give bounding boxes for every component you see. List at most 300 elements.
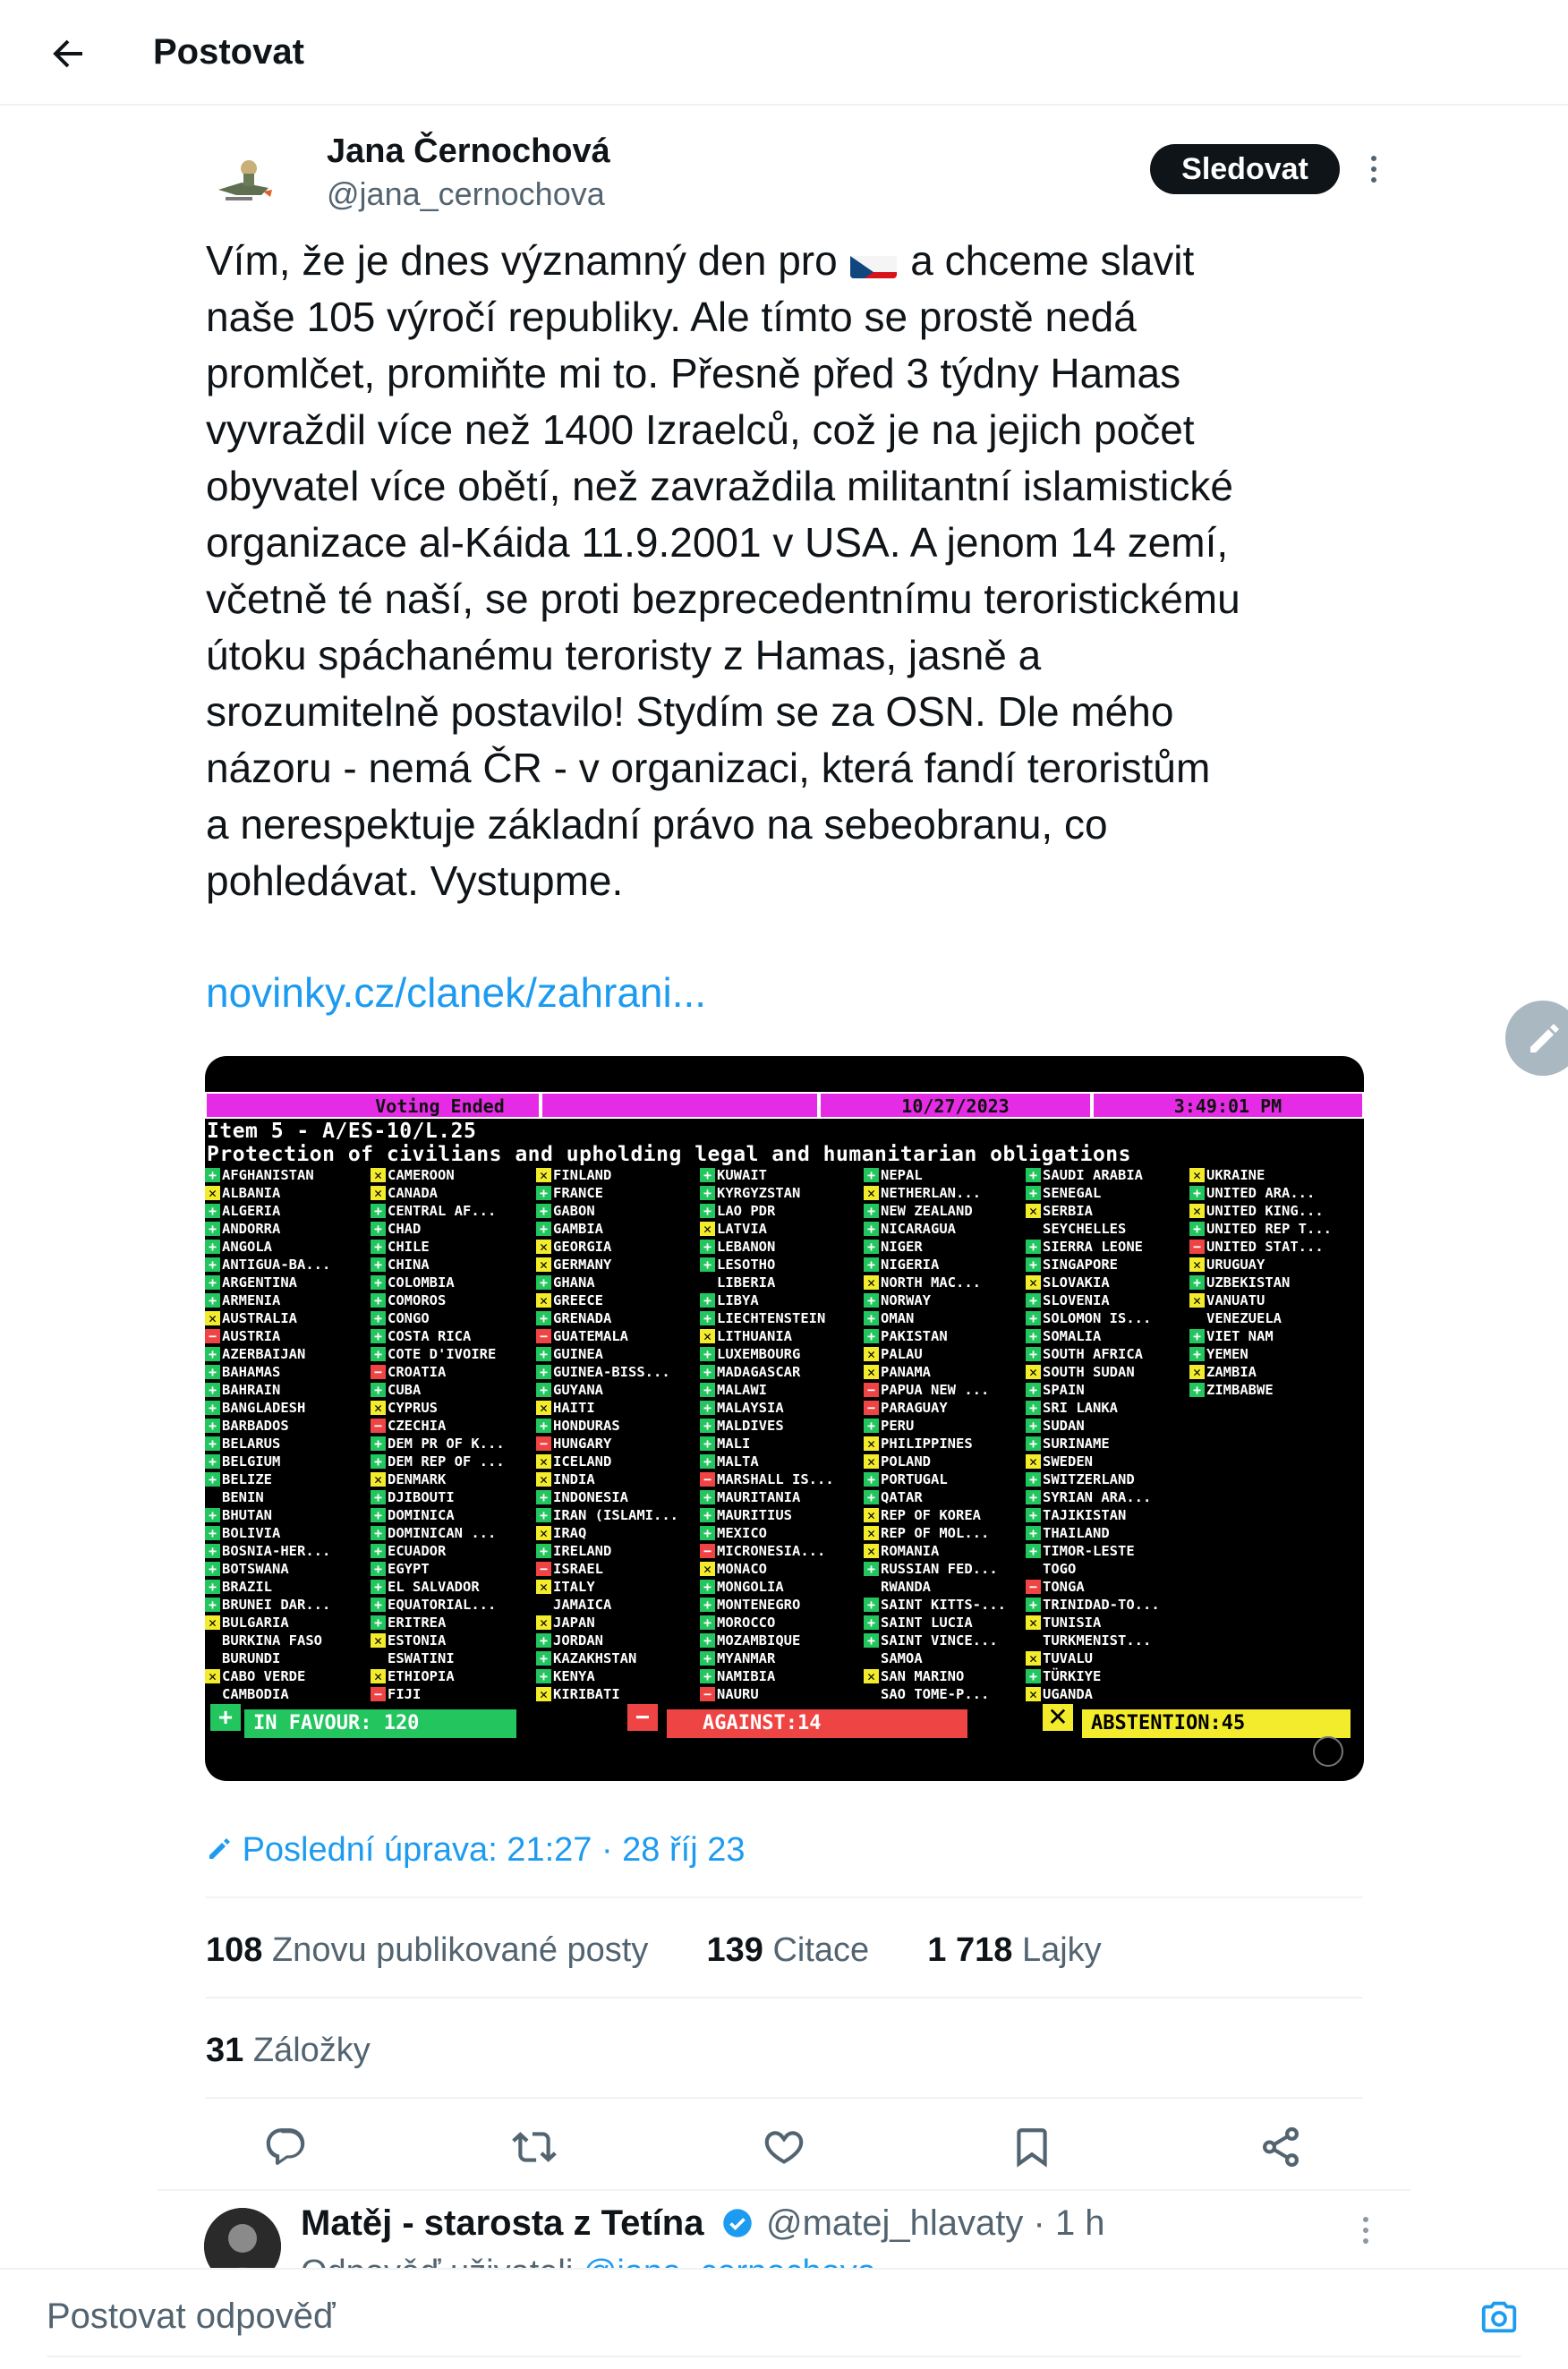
vote-no-icon: − bbox=[536, 1562, 551, 1576]
vote-date: 10/27/2023 bbox=[819, 1092, 1092, 1119]
vote-row bbox=[1026, 1291, 1191, 1309]
vote-country: MICRONESIA... bbox=[717, 1543, 826, 1559]
vote-country: KYRGYZSTAN bbox=[717, 1185, 801, 1201]
vote-row bbox=[205, 1166, 371, 1184]
vote-country: UZBEKISTAN bbox=[1206, 1274, 1291, 1291]
vote-row bbox=[371, 1596, 536, 1614]
vote-no-icon: − bbox=[864, 1401, 879, 1415]
vote-row bbox=[700, 1614, 865, 1632]
vote-country: MAURITIUS bbox=[717, 1507, 792, 1523]
vote-yes-icon: + bbox=[205, 1365, 220, 1379]
vote-country: ITALY bbox=[553, 1579, 595, 1595]
vote-country: HUNGARY bbox=[553, 1436, 612, 1452]
vote-yes-icon: + bbox=[536, 1204, 551, 1218]
vote-row bbox=[536, 1488, 702, 1506]
vote-row bbox=[205, 1685, 371, 1703]
vote-row bbox=[1026, 1524, 1191, 1542]
vote-row bbox=[371, 1166, 536, 1184]
vote-row bbox=[371, 1381, 536, 1399]
vote-country: ETHIOPIA bbox=[388, 1668, 455, 1684]
vote-row bbox=[371, 1632, 536, 1649]
vote-abstain-icon: ✕ bbox=[536, 1472, 551, 1487]
vote-row bbox=[536, 1417, 702, 1435]
vote-country: DOMINICA bbox=[388, 1507, 455, 1523]
vote-yes-icon: + bbox=[700, 1508, 715, 1522]
vote-no-icon: − bbox=[205, 1329, 220, 1343]
vote-country: ALBANIA bbox=[222, 1185, 281, 1201]
in-favour-total-label: IN FAVOUR: 120 bbox=[244, 1709, 516, 1738]
reposts-stat[interactable] bbox=[206, 1931, 648, 1969]
vote-row bbox=[536, 1399, 702, 1417]
vote-country: COSTA RICA bbox=[388, 1328, 472, 1344]
vote-row bbox=[700, 1685, 865, 1703]
vote-country: MALI bbox=[717, 1436, 751, 1452]
vote-yes-icon: + bbox=[536, 1186, 551, 1200]
vote-country: RUSSIAN FED... bbox=[881, 1561, 998, 1577]
vote-country: GEORGIA bbox=[553, 1239, 612, 1255]
vote-yes-icon: + bbox=[1026, 1544, 1041, 1558]
vote-row bbox=[864, 1685, 1029, 1703]
vote-row bbox=[205, 1202, 371, 1220]
vote-row bbox=[864, 1363, 1029, 1381]
vote-abstain-icon: ✕ bbox=[864, 1186, 879, 1200]
vote-row bbox=[1189, 1202, 1355, 1220]
vote-country: NETHERLAN... bbox=[881, 1185, 981, 1201]
reply-icon[interactable] bbox=[263, 2125, 308, 2169]
vote-board-header bbox=[205, 1092, 1364, 1119]
vote-row bbox=[205, 1291, 371, 1309]
vote-country: EGYPT bbox=[388, 1561, 430, 1577]
vote-country: UNITED KING... bbox=[1206, 1203, 1324, 1219]
vote-country: URUGUAY bbox=[1206, 1257, 1265, 1273]
vote-row bbox=[1026, 1506, 1191, 1524]
vote-country: GUINEA-BISS... bbox=[553, 1364, 670, 1380]
vote-yes-icon: + bbox=[1026, 1311, 1041, 1325]
vote-country: HONDURAS bbox=[553, 1418, 620, 1434]
vote-none-icon bbox=[864, 1651, 879, 1666]
vote-abstain-icon: ✕ bbox=[864, 1508, 879, 1522]
vote-yes-icon: + bbox=[371, 1383, 386, 1397]
vote-row bbox=[371, 1649, 536, 1667]
vote-abstain-icon: ✕ bbox=[1026, 1454, 1041, 1469]
vote-row bbox=[205, 1596, 371, 1614]
vote-country: BELIZE bbox=[222, 1471, 272, 1487]
follow-button[interactable]: Sledovat bbox=[1150, 144, 1340, 194]
vote-row bbox=[536, 1166, 702, 1184]
camera-icon[interactable] bbox=[1479, 2297, 1520, 2338]
vote-subject: Protection of civilians and upholding legal and humanitarian obligations bbox=[207, 1143, 1131, 1166]
vote-row bbox=[1189, 1381, 1355, 1399]
vote-row bbox=[1026, 1560, 1191, 1578]
vote-row bbox=[536, 1506, 702, 1524]
vote-country: NICARAGUA bbox=[881, 1221, 956, 1237]
vote-none-icon bbox=[1026, 1633, 1041, 1648]
vote-abstain-icon: ✕ bbox=[536, 1293, 551, 1308]
article-link[interactable]: novinky.cz/clanek/zahrani... bbox=[206, 969, 707, 1016]
vote-row bbox=[700, 1166, 865, 1184]
vote-country: BHUTAN bbox=[222, 1507, 272, 1523]
vote-yes-icon: + bbox=[700, 1615, 715, 1630]
vote-row bbox=[371, 1327, 536, 1345]
vote-country: BURKINA FASO bbox=[222, 1632, 322, 1649]
avatar[interactable] bbox=[206, 143, 279, 217]
vote-row bbox=[1189, 1238, 1355, 1256]
vote-yes-icon: + bbox=[864, 1562, 879, 1576]
vote-country: KENYA bbox=[553, 1668, 595, 1684]
vote-yes-icon: + bbox=[1026, 1401, 1041, 1415]
vote-row bbox=[1026, 1614, 1191, 1632]
vote-country: AZERBAIJAN bbox=[222, 1346, 306, 1362]
edited-info[interactable] bbox=[206, 1831, 745, 1870]
vote-yes-icon: + bbox=[371, 1454, 386, 1469]
vote-abstain-icon: ✕ bbox=[1026, 1204, 1041, 1218]
vote-row bbox=[864, 1345, 1029, 1363]
vote-country: TOGO bbox=[1043, 1561, 1077, 1577]
vote-row bbox=[205, 1238, 371, 1256]
un-vote-board-image[interactable] bbox=[205, 1056, 1364, 1781]
bookmarks-stat[interactable] bbox=[206, 2032, 371, 2070]
vote-abstain-icon: ✕ bbox=[371, 1168, 386, 1182]
vote-yes-icon: + bbox=[864, 1168, 879, 1182]
vote-country: MOZAMBIQUE bbox=[717, 1632, 801, 1649]
vote-yes-icon: + bbox=[536, 1311, 551, 1325]
vote-row bbox=[205, 1417, 371, 1435]
vote-abstain-icon: ✕ bbox=[864, 1526, 879, 1540]
vote-row bbox=[536, 1578, 702, 1596]
vote-country: VIET NAM bbox=[1206, 1328, 1274, 1344]
vote-country: UNITED STAT... bbox=[1206, 1239, 1324, 1255]
vote-abstain-icon: ✕ bbox=[1189, 1168, 1205, 1182]
vote-abstain-icon: ✕ bbox=[536, 1615, 551, 1630]
vote-yes-icon: + bbox=[371, 1598, 386, 1612]
vote-row bbox=[371, 1470, 536, 1488]
repost-icon[interactable] bbox=[512, 2125, 557, 2169]
vote-yes-icon: + bbox=[1026, 1669, 1041, 1683]
vote-yes-icon: + bbox=[700, 1651, 715, 1666]
vote-yes-icon: + bbox=[536, 1419, 551, 1433]
vote-yes-icon: + bbox=[1189, 1329, 1205, 1343]
vote-country: IRAQ bbox=[553, 1525, 587, 1541]
vote-no-icon: − bbox=[700, 1687, 715, 1701]
vote-country: NIGER bbox=[881, 1239, 923, 1255]
abstention-icon: ✕ bbox=[1043, 1704, 1073, 1731]
vote-row bbox=[536, 1291, 702, 1309]
vote-yes-icon: + bbox=[700, 1347, 715, 1361]
vote-no-icon: − bbox=[1026, 1580, 1041, 1594]
vote-row bbox=[864, 1524, 1029, 1542]
vote-country: BENIN bbox=[222, 1489, 264, 1505]
edit-pencil-icon bbox=[206, 1833, 233, 1860]
reply-bar bbox=[0, 2268, 1568, 2369]
vote-column bbox=[371, 1166, 536, 1703]
vote-row bbox=[536, 1667, 702, 1685]
vote-row bbox=[1026, 1578, 1191, 1596]
vote-country: REP OF MOL... bbox=[881, 1525, 990, 1541]
vote-country: SOUTH SUDAN bbox=[1043, 1364, 1135, 1380]
vote-yes-icon: + bbox=[371, 1240, 386, 1254]
vote-country: BAHAMAS bbox=[222, 1364, 281, 1380]
vote-country: OMAN bbox=[881, 1310, 915, 1326]
vote-country: COTE D'IVOIRE bbox=[388, 1346, 497, 1362]
vote-column bbox=[864, 1166, 1029, 1703]
vote-yes-icon: + bbox=[700, 1419, 715, 1433]
compose-fab-button[interactable] bbox=[1505, 1001, 1568, 1076]
vote-country: NAMIBIA bbox=[717, 1668, 776, 1684]
vote-abstain-icon: ✕ bbox=[205, 1669, 220, 1683]
vote-country: SURINAME bbox=[1043, 1436, 1110, 1452]
vote-yes-icon: + bbox=[205, 1508, 220, 1522]
vote-abstain-icon: ✕ bbox=[205, 1615, 220, 1630]
vote-country: TUNISIA bbox=[1043, 1615, 1102, 1631]
vote-country: LEBANON bbox=[717, 1239, 776, 1255]
more-options-icon[interactable] bbox=[1356, 147, 1392, 192]
vote-country: ANTIGUA-BA... bbox=[222, 1257, 331, 1273]
vote-row bbox=[1026, 1417, 1191, 1435]
reply-author-handle[interactable]: @matej_hlavaty · 1 h bbox=[766, 2203, 1105, 2243]
vote-row bbox=[864, 1649, 1029, 1667]
vote-row bbox=[1026, 1274, 1191, 1291]
vote-none-icon bbox=[700, 1275, 715, 1290]
vote-row bbox=[536, 1560, 702, 1578]
vote-row bbox=[1026, 1596, 1191, 1614]
vote-abstain-icon: ✕ bbox=[1026, 1687, 1041, 1701]
vote-country: DJIBOUTI bbox=[388, 1489, 455, 1505]
vote-row bbox=[371, 1184, 536, 1202]
vote-no-icon: − bbox=[700, 1544, 715, 1558]
vote-row bbox=[536, 1238, 702, 1256]
vote-yes-icon: + bbox=[371, 1436, 386, 1451]
vote-country: VANUATU bbox=[1206, 1292, 1265, 1308]
vote-row bbox=[1026, 1399, 1191, 1417]
vote-country: TÜRKIYE bbox=[1043, 1668, 1102, 1684]
vote-row bbox=[864, 1542, 1029, 1560]
vote-country: CHINA bbox=[388, 1257, 430, 1273]
vote-country: GERMANY bbox=[553, 1257, 612, 1273]
vote-yes-icon: + bbox=[700, 1240, 715, 1254]
vote-country: MALTA bbox=[717, 1453, 759, 1470]
vote-row bbox=[864, 1309, 1029, 1327]
vote-row bbox=[536, 1256, 702, 1274]
vote-country: CUBA bbox=[388, 1382, 422, 1398]
vote-country: CROATIA bbox=[388, 1364, 447, 1380]
author-name[interactable]: Jana Černochová bbox=[327, 132, 610, 170]
vote-country: CYPRUS bbox=[388, 1400, 438, 1416]
likes-stat[interactable] bbox=[927, 1931, 1101, 1969]
vote-no-icon: − bbox=[700, 1472, 715, 1487]
vote-no-icon: − bbox=[536, 1436, 551, 1451]
vote-row bbox=[1026, 1166, 1191, 1184]
reposts-label: Znovu publikované posty bbox=[271, 1931, 649, 1969]
vote-country: GHANA bbox=[553, 1274, 595, 1291]
vote-country: SERBIA bbox=[1043, 1203, 1093, 1219]
vote-country: LIBYA bbox=[717, 1292, 759, 1308]
likes-label: Lajky bbox=[1021, 1931, 1102, 1969]
vote-country: DENMARK bbox=[388, 1471, 447, 1487]
vote-country: SUDAN bbox=[1043, 1418, 1085, 1434]
vote-abstain-icon: ✕ bbox=[864, 1544, 879, 1558]
vote-country: UNITED REP T... bbox=[1206, 1221, 1332, 1237]
vote-country: MONTENEGRO bbox=[717, 1597, 801, 1613]
vote-country: ANGOLA bbox=[222, 1239, 272, 1255]
vote-row bbox=[371, 1524, 536, 1542]
vote-yes-icon: + bbox=[700, 1401, 715, 1415]
vote-yes-icon: + bbox=[864, 1329, 879, 1343]
author-handle[interactable]: @jana_cernochova bbox=[327, 175, 605, 212]
vote-country: LUXEMBOURG bbox=[717, 1346, 801, 1362]
author-row bbox=[206, 125, 1362, 224]
vote-row bbox=[1026, 1632, 1191, 1649]
vote-row bbox=[205, 1435, 371, 1453]
vote-country: NEW ZEALAND bbox=[881, 1203, 973, 1219]
vote-country: SWEDEN bbox=[1043, 1453, 1093, 1470]
vote-row bbox=[700, 1453, 865, 1470]
vote-row bbox=[205, 1560, 371, 1578]
vote-abstain-icon: ✕ bbox=[1189, 1365, 1205, 1379]
vote-country: ECUADOR bbox=[388, 1543, 447, 1559]
vote-row bbox=[700, 1256, 865, 1274]
vote-row bbox=[205, 1614, 371, 1632]
vote-country: SOLOMON IS... bbox=[1043, 1310, 1152, 1326]
vote-yes-icon: + bbox=[536, 1633, 551, 1648]
vote-yes-icon: + bbox=[205, 1454, 220, 1469]
vote-country: MALAYSIA bbox=[717, 1400, 784, 1416]
vote-country: EQUATORIAL... bbox=[388, 1597, 497, 1613]
vote-row bbox=[700, 1399, 865, 1417]
vote-row bbox=[205, 1399, 371, 1417]
vote-yes-icon: + bbox=[700, 1454, 715, 1469]
vote-country: AUSTRALIA bbox=[222, 1310, 297, 1326]
vote-row bbox=[700, 1649, 865, 1667]
vote-yes-icon: + bbox=[864, 1490, 879, 1504]
vote-row bbox=[371, 1220, 536, 1238]
vote-no-icon: − bbox=[864, 1383, 879, 1397]
vote-country: JAMAICA bbox=[553, 1597, 612, 1613]
vote-row bbox=[371, 1202, 536, 1220]
vote-country: LESOTHO bbox=[717, 1257, 776, 1273]
vote-item: Item 5 - A/ES-10/L.25 bbox=[207, 1120, 477, 1143]
vote-country: UGANDA bbox=[1043, 1686, 1093, 1702]
vote-row bbox=[536, 1524, 702, 1542]
vote-row bbox=[864, 1596, 1029, 1614]
vote-yes-icon: + bbox=[1026, 1168, 1041, 1182]
vote-row bbox=[536, 1381, 702, 1399]
vote-yes-icon: + bbox=[371, 1544, 386, 1558]
vote-row bbox=[1189, 1220, 1355, 1238]
vote-country: LITHUANIA bbox=[717, 1328, 792, 1344]
vote-row bbox=[700, 1327, 865, 1345]
vote-country: UKRAINE bbox=[1206, 1167, 1265, 1183]
like-icon[interactable] bbox=[762, 2125, 806, 2169]
vote-yes-icon: + bbox=[700, 1669, 715, 1683]
reply-author-name[interactable]: Matěj - starosta z Tetína bbox=[301, 2203, 704, 2243]
reply-more-icon[interactable] bbox=[1348, 2212, 1384, 2248]
vote-country: IRELAND bbox=[553, 1543, 612, 1559]
vote-row bbox=[864, 1488, 1029, 1506]
vote-no-icon: − bbox=[371, 1365, 386, 1379]
vote-country: BOSNIA-HER... bbox=[222, 1543, 331, 1559]
vote-status bbox=[205, 1092, 541, 1119]
vote-row bbox=[864, 1560, 1029, 1578]
vote-yes-icon: + bbox=[205, 1204, 220, 1218]
vote-row bbox=[536, 1649, 702, 1667]
vote-yes-icon: + bbox=[1026, 1347, 1041, 1361]
vote-row bbox=[536, 1274, 702, 1291]
vote-row bbox=[700, 1560, 865, 1578]
vote-country: NORWAY bbox=[881, 1292, 931, 1308]
vote-yes-icon: + bbox=[700, 1311, 715, 1325]
vote-yes-icon: + bbox=[536, 1275, 551, 1290]
vote-country: ESWATINI bbox=[388, 1650, 455, 1666]
vote-country: CABO VERDE bbox=[222, 1668, 306, 1684]
vote-yes-icon: + bbox=[371, 1204, 386, 1218]
vote-country: SPAIN bbox=[1043, 1382, 1085, 1398]
vote-country: SOUTH AFRICA bbox=[1043, 1346, 1143, 1362]
vote-row bbox=[205, 1256, 371, 1274]
bookmark-icon[interactable] bbox=[1010, 2125, 1054, 2169]
vote-status-label: Voting Ended bbox=[375, 1095, 505, 1117]
vote-row bbox=[536, 1202, 702, 1220]
vote-country: NAURU bbox=[717, 1686, 759, 1702]
vote-country: TONGA bbox=[1043, 1579, 1085, 1595]
reply-input[interactable]: Postovat odpověď bbox=[47, 2297, 336, 2336]
against-icon: − bbox=[627, 1704, 658, 1731]
quotes-stat[interactable] bbox=[706, 1931, 869, 1969]
vote-yes-icon: + bbox=[700, 1598, 715, 1612]
vote-yes-icon: + bbox=[1189, 1186, 1205, 1200]
vote-yes-icon: + bbox=[205, 1526, 220, 1540]
vote-row bbox=[864, 1238, 1029, 1256]
vote-row bbox=[371, 1488, 536, 1506]
vote-row bbox=[371, 1685, 536, 1703]
vote-country: AFGHANISTAN bbox=[222, 1167, 314, 1183]
back-arrow-icon[interactable] bbox=[47, 32, 89, 75]
vote-row bbox=[371, 1560, 536, 1578]
share-icon[interactable] bbox=[1258, 2125, 1303, 2169]
vote-row bbox=[700, 1363, 865, 1381]
vote-row bbox=[205, 1488, 371, 1506]
vote-yes-icon: + bbox=[205, 1168, 220, 1182]
vote-row bbox=[536, 1184, 702, 1202]
vote-country: KIRIBATI bbox=[553, 1686, 620, 1702]
vote-yes-icon: + bbox=[1189, 1383, 1205, 1397]
vote-yes-icon: + bbox=[371, 1293, 386, 1308]
vote-yes-icon: + bbox=[864, 1419, 879, 1433]
divider bbox=[158, 2189, 1410, 2191]
vote-row bbox=[1189, 1363, 1355, 1381]
vote-country: IRAN (ISLAMI... bbox=[553, 1507, 678, 1523]
vote-abstain-icon: ✕ bbox=[536, 1168, 551, 1182]
vote-country: SLOVENIA bbox=[1043, 1292, 1110, 1308]
vote-column bbox=[700, 1166, 865, 1703]
vote-none-icon bbox=[371, 1651, 386, 1666]
vote-no-icon: − bbox=[1189, 1240, 1205, 1254]
vote-country: DEM PR OF K... bbox=[388, 1436, 505, 1452]
vote-time: 3:49:01 PM bbox=[1092, 1092, 1364, 1119]
vote-row bbox=[371, 1417, 536, 1435]
vote-row bbox=[205, 1578, 371, 1596]
vote-yes-icon: + bbox=[864, 1293, 879, 1308]
vote-country: SAINT KITTS-... bbox=[881, 1597, 1006, 1613]
vote-country: SAO TOME-P... bbox=[881, 1686, 990, 1702]
tweet-text bbox=[206, 233, 1369, 909]
against-total: AGAINST:14 bbox=[667, 1709, 967, 1738]
vote-abstain-icon: ✕ bbox=[700, 1329, 715, 1343]
vote-country: PAKISTAN bbox=[881, 1328, 948, 1344]
vote-country: RWANDA bbox=[881, 1579, 931, 1595]
vote-yes-icon: + bbox=[205, 1544, 220, 1558]
vote-country: ZIMBABWE bbox=[1206, 1382, 1274, 1398]
vote-yes-icon: + bbox=[1026, 1186, 1041, 1200]
